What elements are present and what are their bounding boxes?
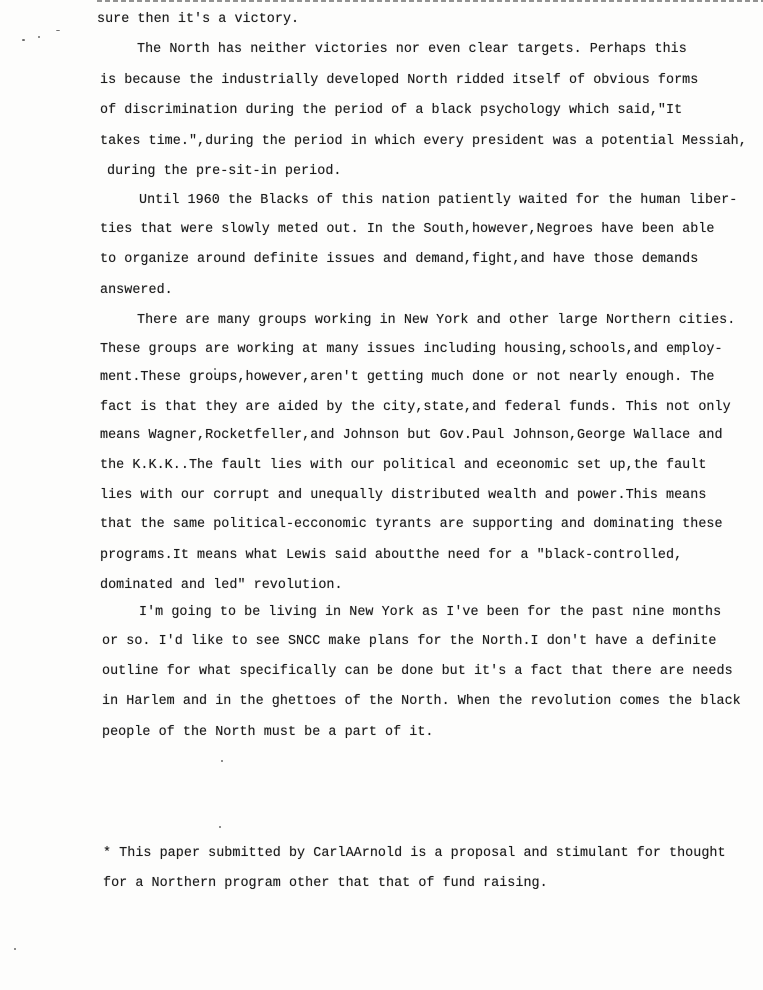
- footnote-line: * This paper submitted by CarlAArnold is a proposal and stimulant for thought: [103, 846, 726, 861]
- text-line: lies with our corrupt and unequally distributed wealth and power.This means: [100, 488, 707, 503]
- text-line: dominated and led" revolution.: [100, 578, 343, 593]
- scan-speck: [22, 39, 25, 41]
- scan-speck: [221, 760, 223, 762]
- text-line: outline for what specifically can be done but it's a fact that there are needs: [102, 664, 733, 679]
- text-line: to organize around definite issues and demand,fight,and have those demands: [100, 252, 699, 267]
- text-line: that the same political-ecconomic tyrants are supporting and dominating these: [100, 517, 723, 532]
- text-line: These groups are working at many issues including housing,schools,and employ-: [100, 342, 723, 357]
- text-line: There are many groups working in New York and other large Northern cities.: [137, 313, 736, 328]
- scan-speck: [56, 30, 60, 31]
- text-line: of discrimination during the period of a black psychology which said,"It: [100, 103, 683, 118]
- text-line: Until 1960 the Blacks of this nation patiently waited for the human liber-: [139, 193, 738, 208]
- text-line: is because the industrially developed North ridded itself of obvious forms: [100, 73, 699, 88]
- text-line: takes time.",during the period in which every president was a potential Messiah,: [100, 134, 747, 149]
- text-line: programs.It means what Lewis said aboutthe need for a "black-controlled,: [100, 548, 683, 563]
- text-line: The North has neither victories nor even clear targets. Perhaps this: [137, 42, 687, 57]
- text-line: ment.These groups,however,aren't getting much done or not nearly enough. The: [100, 370, 715, 385]
- text-line: fact is that they are aided by the city,state,and federal funds. This not only: [100, 400, 731, 415]
- text-line: answered.: [100, 283, 173, 298]
- scan-speck: [38, 36, 40, 38]
- page-top-edge-artifact: [97, 0, 763, 2]
- footnote-line: for a Northern program other that that of fund raising.: [103, 876, 548, 891]
- text-line: people of the North must be a part of it.: [102, 725, 434, 740]
- text-line: sure then it's a victory.: [97, 12, 300, 27]
- text-line: during the pre-sit-in period.: [107, 164, 342, 179]
- text-line: the K.K.K..The fault lies with our political and eceonomic set up,the fault: [100, 458, 707, 473]
- text-line: in Harlem and in the ghettoes of the North. When the revolution comes the black: [102, 694, 741, 709]
- scan-speck: [14, 948, 16, 950]
- text-line: ties that were slowly meted out. In the South,however,Negroes have been able: [100, 222, 715, 237]
- text-line: or so. I'd like to see SNCC make plans for the North.I don't have a definite: [102, 634, 717, 649]
- scan-speck: [214, 368, 216, 370]
- scan-speck: [219, 826, 221, 828]
- text-line: means Wagner,Rocketfeller,and Johnson but Gov.Paul Johnson,George Wallace and: [100, 428, 723, 443]
- text-line: I'm going to be living in New York as I've been for the past nine months: [139, 605, 722, 620]
